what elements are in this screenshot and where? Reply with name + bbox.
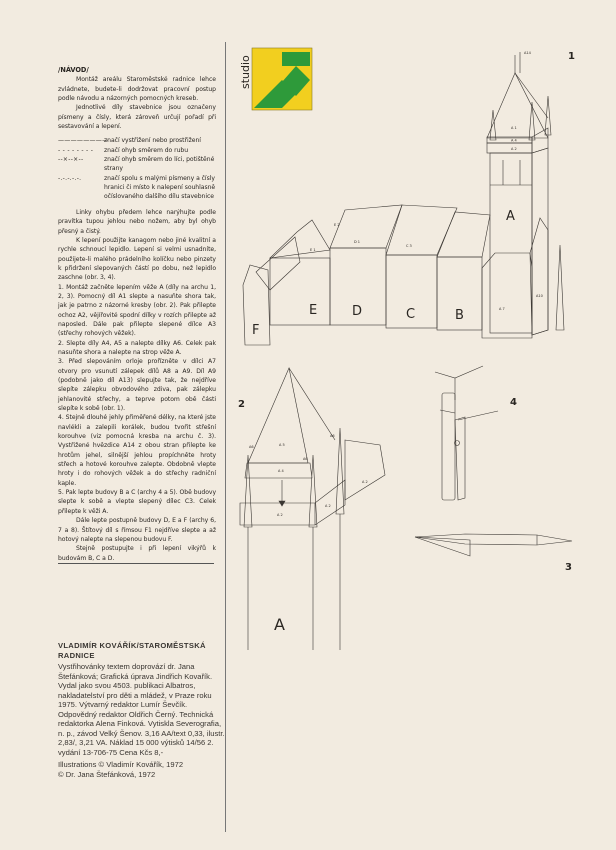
label-d: D: [352, 304, 363, 319]
label-a1: A 1: [511, 126, 517, 130]
instruction-step: 3. Před slepováním orloje prořízněte v dílci A7 otvory pro vsunutí zálepek dílů A8 a A9. Díl A9 (podobně jako díl A13) slepujte tak, že nejdříve slepíte zálepku obvodového zdiva, pak zálepku jehlanovité střechy, a teprve potom obě části slepíte k sobě (obr. 1).: [58, 358, 216, 413]
legend-meaning: značí spolu s malými písmeny a čísly hranici či místo k nalepení souhlasně očíslovaného dalšího dílu stavebnice: [104, 174, 216, 201]
instruction-paragraph: Dále lepte postupně budovy D, E a F (archy 6, 7 a 8). Štítový díl s římsou F1 nejdříve slepte a až hotový nalepte na slepenou budovu F.: [58, 517, 216, 543]
instruction-step: 5. Pak lepte budovy B a C (archy 4 a 5). Obě budovy slepte k sobě a vlepte slepený dílec C3. Celek přilepte k věži A.: [58, 489, 216, 515]
figure-4-clothespin: [435, 366, 517, 500]
knife-blade: [415, 534, 572, 545]
label-a2: A 2: [362, 480, 368, 484]
label-a2: A 2: [277, 513, 283, 517]
label-e1: E 1: [310, 248, 316, 252]
label-a6: A6: [249, 445, 254, 449]
intro-paragraph: Jednotlivé díly stavebnice jsou označeny písmeny a čísly, která zároveň určují pořadí při sestavování a lepení.: [58, 104, 216, 131]
instruction-step: 2. Slepte díly A4, A5 a nalepte dílky A6. Celek pak nasuňte shora a nalepte na strop věže A.: [58, 339, 216, 356]
label-a6: A6: [303, 457, 308, 461]
building-a7: [482, 253, 532, 338]
label-a14: A14: [524, 51, 531, 55]
label-d1: D 1: [354, 240, 361, 244]
instruction-paragraph: Linky ohybu předem lehce narýhujte podle pravítka tupou jehlou nebo nožem, aby byl ohyb přesný a čistý.: [58, 208, 216, 235]
legend-symbol: - - - - - - - -: [58, 146, 94, 154]
label-a6: A6: [330, 434, 335, 438]
studio-logo: [239, 48, 312, 110]
label-e2: E 2: [334, 223, 340, 227]
label-a2: A 2: [325, 504, 331, 508]
label-e: E: [309, 303, 318, 318]
figure-number: 3: [565, 562, 572, 573]
instruction-step: 1. Montáž začněte lepením věže A (díly na archu 1, 2, 3). Pomocný díl A1 slepte a nasuňte shora tak, jak je patrno z názorné kresby (obr. 2). Pak přilepte ochoz A2, vějířovité spodní dílky v rozích přilepte až naposled. Dále pak přilepte slepené dílce A3 (střechy rohových věžek).: [58, 283, 216, 338]
figure-3-knife: [415, 534, 572, 573]
label-a5: A 5: [279, 443, 285, 447]
legend-meaning: značí ohyb směrem do líci, potištěné strany: [104, 156, 215, 173]
label-a4: A 4: [278, 469, 284, 473]
figure-number: 1: [568, 51, 575, 62]
roof-a5: [248, 368, 308, 463]
instruction-paragraph: K lepení použijte kanagom nebo jiné kvalitní a rychle schnoucí lepidlo. Lepení si velmi usnadníte, použijete-li malého prádelního kolíčku nebo pinzety k přidržení slepovaných částí po dobu, než lepidlo zaschne (obr. 3, 4).: [58, 236, 216, 282]
part-a2: [240, 480, 345, 525]
label-c: C: [406, 307, 416, 322]
logo-text: studio: [239, 55, 252, 89]
figure-number: 4: [510, 397, 517, 408]
figure-number: 2: [238, 399, 245, 410]
label-a4: A 4: [511, 138, 517, 143]
legend-meaning: značí vystřižení nebo prostřižení: [104, 137, 201, 145]
intro-paragraph: Montáž areálu Staroměstské radnice lehce zvládnete, budete-li dodržovat pracovní postup podle návodu a názorných pomocných kreseb.: [58, 76, 216, 103]
label-a10: A10: [536, 294, 543, 298]
legend-symbol: ————————: [58, 137, 109, 145]
legend-meaning: značí ohyb směrem do rubu: [104, 146, 189, 154]
label-a7: A 7: [499, 307, 505, 311]
instruction-step: 4. Stejně dlouhé jehly přiměřené délky, na které jste navlékli a zalepili korálek, budou tvořit střešní korouhve (viz pomocná kresba na archu č. 3). Vystřižené hvězdice A14 z obou stran přilepte ke hrotům jehel, silnější jehlou propíchněte hroty střech a hotové korouhve zalepte. Obdobně vlepte hroty i do rohových věžek a do střechy radniční kaple.: [58, 414, 216, 487]
building-e: [270, 258, 330, 325]
label-a: A: [274, 615, 285, 634]
label-b: B: [455, 308, 464, 323]
instructions-title: /NÁVOD/: [58, 66, 89, 74]
figure-2-tower-top: [238, 368, 385, 650]
instruction-paragraph: Stejně postupujte i při lepení vikýřů k budovám B, C a D.: [58, 545, 216, 562]
label-f: F: [252, 323, 260, 338]
label-c3: C 3: [406, 244, 412, 248]
label-a: A: [506, 209, 515, 224]
label-a2: A 2: [511, 147, 517, 151]
copyright-text: © Dr. Jana Štefánková, 1972: [58, 769, 156, 779]
copyright-illustrations: Illustrations © Vladimír Kovářík, 1972: [58, 760, 184, 769]
legend-symbol: -.-.-.-.-.: [58, 174, 82, 182]
colophon-body: Vystřihovánky textem doprovází dr. Jana Štefánková; Grafická úprava Jindřich Kovařík. Vydal jako svou 4503. publikaci Albatros, nakladatelství pro děti a mládež, v Praze roku 1975. Výtvarný redaktor Lumír Ševčík. Odpovědný redaktor Oldřich Černý. Technická redaktorka Alena Finková. Vytiskla Severografia, n. p., závod Velký Šenov. 3,16 AA/text 0,33, ilustr. 2,83/, 3,21 VA. Náklad 15 000 výtisků 14/56 2. vydání 13-706-75 Cena Kčs 8,-: [58, 662, 225, 757]
clothespin: [442, 393, 455, 500]
colophon-heading: VLADIMÍR KOVÁŘÍK/STAROMĚSTSKÁ RADNICE: [58, 641, 206, 660]
legend-symbol: --×--×--: [58, 156, 84, 164]
